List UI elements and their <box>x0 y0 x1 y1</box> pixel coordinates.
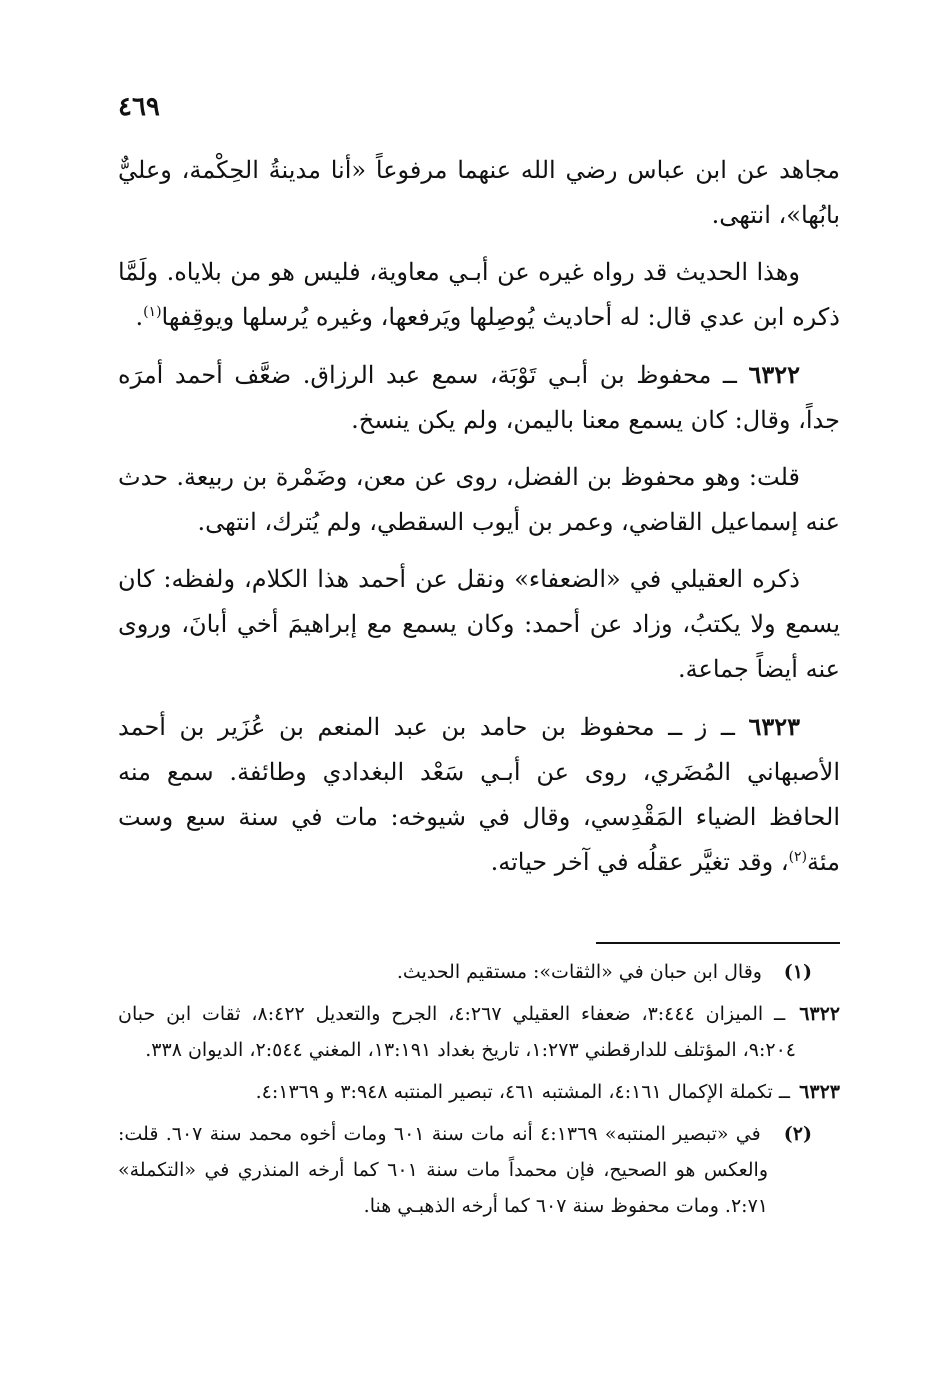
paragraph-tail: . <box>135 303 144 331</box>
source-note-6323 <box>118 1074 840 1110</box>
paragraph-4 <box>118 455 840 545</box>
footnote-label: ٦٣٢٣ <box>799 1081 840 1103</box>
footnote-ref: (١) <box>143 304 162 320</box>
entry-6322 <box>118 352 840 443</box>
paragraph-text: قلت: وهو محفوظ بن الفضل، روى عن معن، وضَمْرة بن ربيعة. حدث عنه إسماعيل القاضي، وعمر بن أيوب السقطي، ولم يُترك، انتهى. <box>118 463 840 536</box>
footnote-text: في «تبصير المنتبه» ٤:١٣٦٩ أنه مات سنة ٦٠١ ومات أخوه محمد سنة ٦٠٧. قلت: والعكس هو الصحيح، فإن محمداً مات سنة ٦٠١ كما أرخه المنذري في «التكملة» ٢:٧١. ومات محفوظ سنة ٦٠٧ كما أرخه الذهبـي هنا. <box>118 1123 768 1217</box>
paragraph-tail: ، وقد تغيَّر عقلُه في آخر حياته. <box>490 848 789 876</box>
footnote-2 <box>118 1116 840 1224</box>
footnote-1 <box>118 954 840 990</box>
footnote-label: (١) <box>783 961 812 983</box>
paragraph-1 <box>118 148 840 238</box>
paragraph-text: مجاهد عن ابن عباس رضي الله عنهما مرفوعاً «أنا مدينةُ الحِكْمة، وعليٌّ بابُها»، انتهى. <box>118 156 840 229</box>
footnotes <box>118 954 840 1230</box>
entry-6323 <box>118 704 840 885</box>
source-note-6322 <box>118 996 840 1068</box>
paragraph-text: وهذا الحديث قد رواه غيره عن أبـي معاوية، فليس هو من بلاياه. ولَمَّا ذكره ابن عدي قال: له أحاديث يُوصِلها ويَرفعها، وغيره يُرسلها ويوقِفها <box>118 258 840 331</box>
paragraph-2 <box>118 250 840 340</box>
page-number: ٤٦٩ <box>118 92 160 122</box>
footnote-text: ــ تكملة الإكمال ٤:١٦١، المشتبه ٤٦١، تبصير المنتبه ٣:٩٤٨ و ٤:١٣٦٩. <box>255 1081 790 1103</box>
paragraph-text: ــ محفوظ بن أبـي تَوْبَة، سمع عبد الرزاق. ضعَّف أحمد أمرَه جداً، وقال: كان يسمع معنا باليمن، ولم يكن ينسخ. <box>118 361 840 434</box>
footnote-separator <box>596 942 840 944</box>
footnote-ref: (٢) <box>788 849 808 865</box>
paragraph-text: ــ ز ــ محفوظ بن حامد بن عبد المنعم بن عُزَير بن أحمد الأصبهاني المُضَري، روى عن أبـي سَعْد البغدادي وطائفة. سمع منه الحافظ الضياء المَقْدِسي، وقال في شيوخه: مات في سنة سبع وست مئة <box>118 713 840 876</box>
entry-number: ٦٣٢٣ <box>748 712 800 741</box>
footnote-text: ــ الميزان ٣:٤٤٤، ضعفاء العقيلي ٤:٢٦٧، الجرح والتعديل ٨:٤٢٢، ثقات ابن حبان ٩:٢٠٤، المؤتلف للدارقطني ١:٢٧٣، تاريخ بغداد ١٣:١٩١، المغني ٢:٥٤٤، الديوان ٣٣٨. <box>118 1003 796 1061</box>
main-text <box>118 148 840 897</box>
entry-number: ٦٣٢٢ <box>748 360 800 389</box>
footnote-label: (٢) <box>783 1123 813 1145</box>
footnote-label: ٦٣٢٢ <box>799 1003 841 1025</box>
paragraph-text: ذكره العقيلي في «الضعفاء» ونقل عن أحمد هذا الكلام، ولفظه: كان يسمع ولا يكتبُ، وزاد عن أحمد: وكان يسمع مع إبراهيمَ أخي أبانَ، وروى عنه أيضاً جماعة. <box>118 565 840 683</box>
footnote-text: وقال ابن حبان في «الثقات»: مستقيم الحديث. <box>396 961 762 983</box>
paragraph-5 <box>118 557 840 692</box>
